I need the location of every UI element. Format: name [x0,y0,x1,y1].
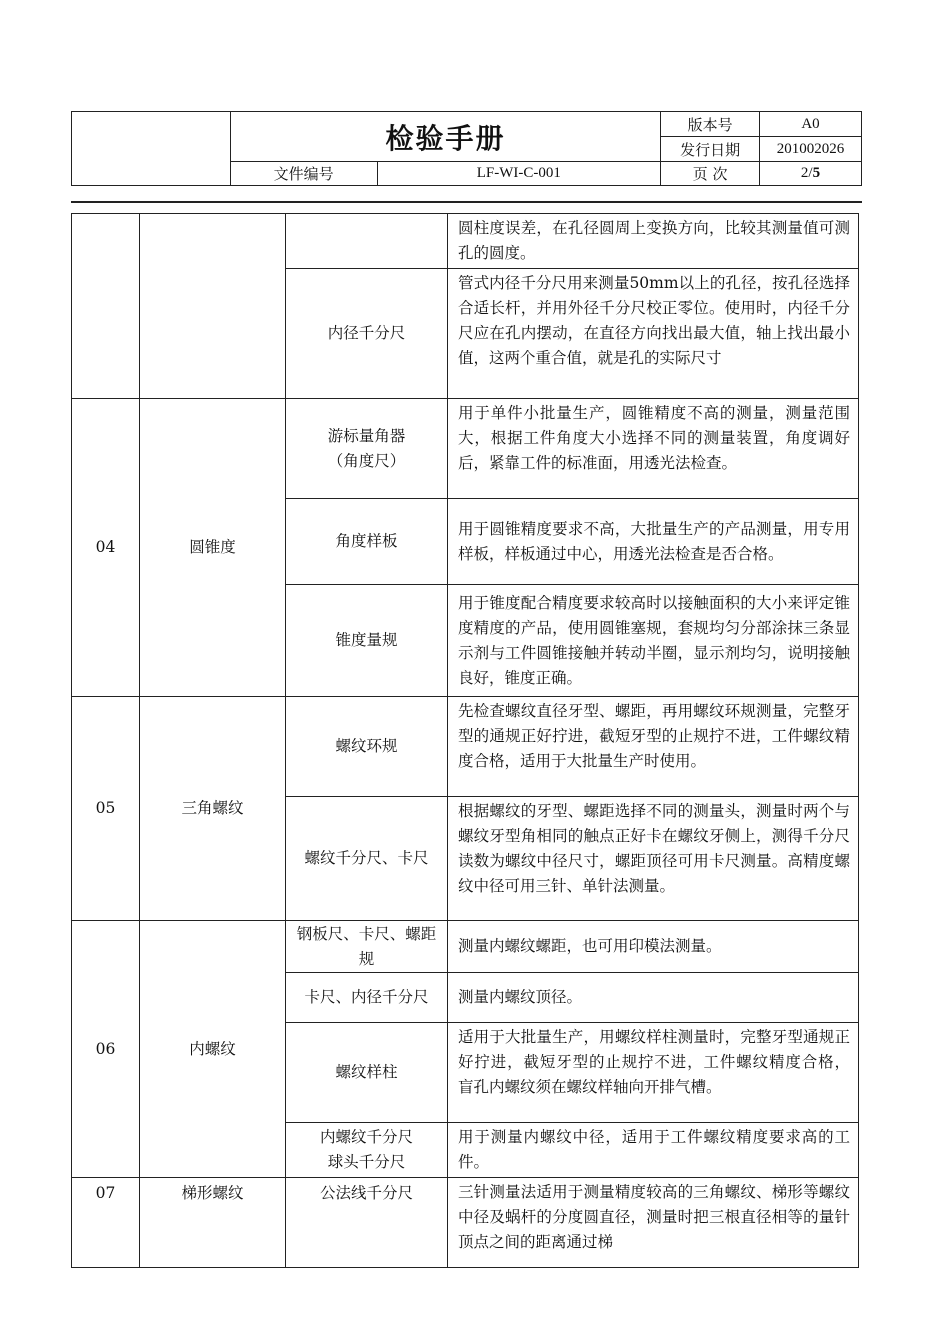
tool-cell: 螺纹样柱 [286,1023,448,1123]
tool-line: 内螺纹千分尺 [319,1128,413,1146]
document-header [71,111,862,186]
no-cell: 07 [72,1178,140,1268]
tool-cell: 公法线千分尺 [286,1178,448,1268]
description-cell: 圆柱度误差，在孔径圆周上变换方向，比较其测量值可测孔的圆度。 [448,214,859,269]
description-cell: 先检查螺纹直径牙型、螺距，再用螺纹环规测量，完整牙型的通规正好拧进，截短牙型的止规拧不进，工件螺纹精度合格，适用于大批量生产时使用。 [448,697,859,797]
table-row [72,697,859,797]
version-value: A0 [760,112,862,137]
description-cell: 测量内螺纹螺距，也可用印模法测量。 [448,921,859,973]
tool-label: 钢板尺、卡尺、螺距规 [296,924,437,968]
description-cell: 适用于大批量生产，用螺纹样柱测量时，完整牙型通规正好拧进，截短牙型的止规拧不进，工件螺纹精度合格， 盲孔内螺纹须在螺纹样轴向开排气槽。 [448,1023,859,1123]
description-cell: 用于测量内螺纹中径，适用于工件螺纹精度要求高的工件。 [448,1123,859,1178]
date-label: 发行日期 [661,137,760,162]
item-cell: 内螺纹 [140,921,286,1178]
table-row [72,1178,859,1268]
table-row [72,921,859,973]
version-label: 版本号 [661,112,760,137]
page-total: 5 [812,165,821,181]
doc-number-label: 文件编号 [230,162,377,186]
header-divider [71,201,862,203]
tool-cell [286,797,448,921]
logo-area [72,112,231,186]
item-cell: 梯形螺纹 [140,1178,286,1268]
item-cell [140,214,286,399]
tool-cell: 角度样板 [286,499,448,585]
no-cell [72,214,140,399]
tool-line: 球头千分尺 [327,1153,406,1171]
doc-number-value: LF-WI-C-001 [377,162,661,186]
tool-cell [286,214,448,269]
description-cell: 管式内径千分尺用来测量50mm以上的孔径，按孔径选择合适长杆，并用外径千分尺校正零位。使用时，内径千分尺应在孔内摆动，在直径方向找出最大值，轴上找出最小值，这两个重合值，就是孔的实际尺寸 [448,269,859,399]
description-cell: 根据螺纹的牙型、螺距选择不同的测量头，测量时两个与螺纹牙型角相同的触点正好卡在螺纹牙侧上，测得千分尺读数为螺纹中径尺寸，螺距顶径可用卡尺测量。高精度螺纹中径可用三针、单针法测量。 [448,797,859,921]
table-row [72,399,859,499]
tool-cell: 内径千分尺 [286,269,448,399]
no-cell: 05 [72,697,140,921]
tool-cell [286,921,448,973]
tool-label: 卡尺、内径千分尺 [304,988,429,1006]
tool-cell [286,973,448,1023]
page-value [760,162,862,186]
tool-cell [286,399,448,499]
item-cell: 圆锥度 [140,399,286,697]
tool-cell: 螺纹环规 [286,697,448,797]
tool-line: （角度尺） [327,451,406,470]
item-cell: 三角螺纹 [140,697,286,921]
tool-line: 游标量角器 [327,426,406,445]
page-title: 检验手册 [230,112,660,162]
description-cell: 测量内螺纹顶径。 [448,973,859,1023]
tool-cell: 锥度量规 [286,585,448,697]
tool-label: 螺纹千分尺、卡尺 [304,849,429,867]
tool-cell [286,1123,448,1178]
page-label: 页 次 [661,162,760,186]
description-cell: 三针测量法适用于测量精度较高的三角螺纹、梯形等螺纹中径及蜗杆的分度圆直径，测量时把三根直径相等的量针顶点之间的距离通过梯 [448,1178,859,1268]
description-cell: 用于锥度配合精度要求较高时以接触面积的大小来评定锥度精度的产品，使用圆锥塞规，套规均匀分部涂抹三条显示剂与工件圆锥接触并转动半圈，显示剂均匀，说明接触良好，锥度正确。 [448,585,859,697]
no-cell: 06 [72,921,140,1178]
no-cell: 04 [72,399,140,697]
date-value: 201002026 [760,137,862,162]
description-cell: 用于圆锥精度要求不高，大批量生产的产品测量，用专用样板，样板通过中心，用透光法检查是否合格。 [448,499,859,585]
inspection-table [71,213,859,1268]
description-cell: 用于单件小批量生产，圆锥精度不高的测量，测量范围大，根据工件角度大小选择不同的测量装置，角度调好后，紧靠工件的标准面，用透光法检查。 [448,399,859,499]
page-current: 2/ [800,165,813,181]
table-row [72,214,859,269]
